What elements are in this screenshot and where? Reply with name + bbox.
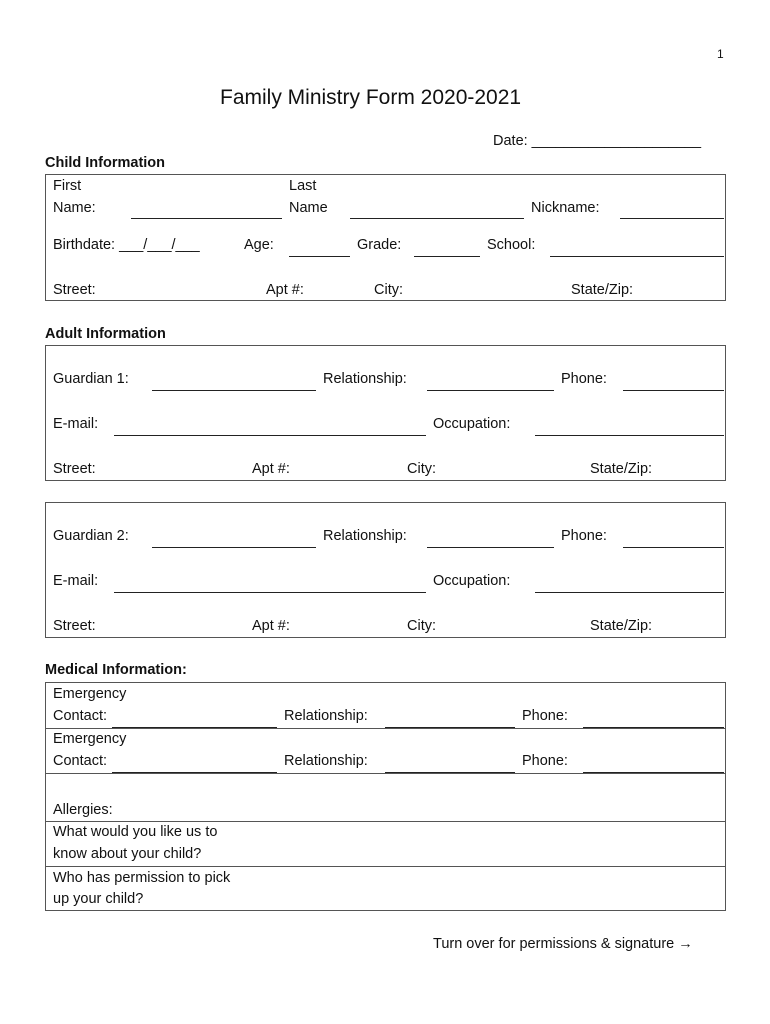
first-name-label-line2: Name: [53,200,96,216]
emergency1-relationship-field[interactable] [385,727,515,728]
guardian1-statezip-label[interactable]: State/Zip: [590,461,653,477]
guardian2-relationship-field[interactable] [427,547,554,548]
grade-label: Grade: [357,237,402,253]
nickname-field[interactable] [620,218,724,219]
guardian1-relationship-field[interactable] [427,390,554,391]
guardian2-relationship-label: Relationship: [323,528,407,544]
allergies-label[interactable]: Allergies: [53,802,113,818]
guardian2-label: Guardian 2: [53,528,129,544]
first-name-label-line1: First [53,178,82,194]
page-title: Family Ministry Form 2020-2021 [220,86,522,109]
guardian1-phone-label: Phone: [561,371,607,387]
first-name-field[interactable] [131,218,282,219]
date-field[interactable]: Date: _____________________ [493,133,702,149]
emergency2-phone-field[interactable] [583,772,724,773]
adult-info-heading: Adult Information [45,326,166,342]
guardian1-label: Guardian 1: [53,371,129,387]
nickname-label: Nickname: [531,200,600,216]
guardian2-name-field[interactable] [152,547,316,548]
emergency1-phone-label: Phone: [522,708,568,724]
child-apt-label[interactable]: Apt #: [266,282,304,298]
guardian1-phone-field[interactable] [623,390,724,391]
guardian1-occupation-field[interactable] [535,435,724,436]
last-name-label-line2: Name [289,200,328,216]
emergency1-relationship-label: Relationship: [284,708,368,724]
guardian1-email-label: E-mail: [53,416,99,432]
emergency2-label-line1: Emergency [53,731,127,747]
guardian1-city-label[interactable]: City: [407,461,436,477]
age-label: Age: [244,237,274,253]
guardian2-phone-label: Phone: [561,528,607,544]
pickup-permission-label-line1[interactable]: Who has permission to pick [53,870,231,886]
emergency1-label-line2: Contact: [53,708,107,724]
emergency2-contact-field[interactable] [112,772,277,773]
emergency1-phone-field[interactable] [583,727,724,728]
guardian2-street-label[interactable]: Street: [53,618,96,634]
school-field[interactable] [550,256,724,257]
child-city-label[interactable]: City: [374,282,403,298]
guardian1-street-label[interactable]: Street: [53,461,96,477]
guardian1-email-field[interactable] [114,435,426,436]
medical-row-divider [45,773,726,774]
emergency2-relationship-label: Relationship: [284,753,368,769]
guardian2-city-label[interactable]: City: [407,618,436,634]
guardian1-relationship-label: Relationship: [323,371,407,387]
turn-over-note: Turn over for permissions & signature → [433,936,693,952]
emergency1-label-line1: Emergency [53,686,127,702]
page-number: 1 [717,47,724,61]
guardian2-email-field[interactable] [114,592,426,593]
pickup-permission-label-line2[interactable]: up your child? [53,891,144,907]
child-statezip-label[interactable]: State/Zip: [571,282,634,298]
guardian1-apt-label[interactable]: Apt #: [252,461,290,477]
school-label: School: [487,237,536,253]
child-info-heading: Child Information [45,155,166,171]
age-field[interactable] [289,256,350,257]
last-name-label-line1: Last [289,178,317,194]
know-child-label-line1[interactable]: What would you like us to [53,824,218,840]
guardian1-occupation-label: Occupation: [433,416,511,432]
grade-field[interactable] [414,256,480,257]
guardian2-occupation-label: Occupation: [433,573,511,589]
medical-row-divider [45,821,726,822]
medical-row-divider [45,728,726,729]
guardian1-name-field[interactable] [152,390,316,391]
emergency1-contact-field[interactable] [112,727,277,728]
guardian2-email-label: E-mail: [53,573,99,589]
emergency2-label-line2: Contact: [53,753,107,769]
medical-info-heading: Medical Information: [45,662,187,678]
medical-row-divider [45,866,726,867]
birthdate-field[interactable]: Birthdate: ___/___/___ [53,237,200,253]
last-name-field[interactable] [350,218,524,219]
child-street-label[interactable]: Street: [53,282,96,298]
guardian2-apt-label[interactable]: Apt #: [252,618,290,634]
emergency2-relationship-field[interactable] [385,772,515,773]
guardian2-occupation-field[interactable] [535,592,724,593]
emergency2-phone-label: Phone: [522,753,568,769]
know-child-label-line2[interactable]: know about your child? [53,846,202,862]
guardian2-statezip-label[interactable]: State/Zip: [590,618,653,634]
guardian2-phone-field[interactable] [623,547,724,548]
